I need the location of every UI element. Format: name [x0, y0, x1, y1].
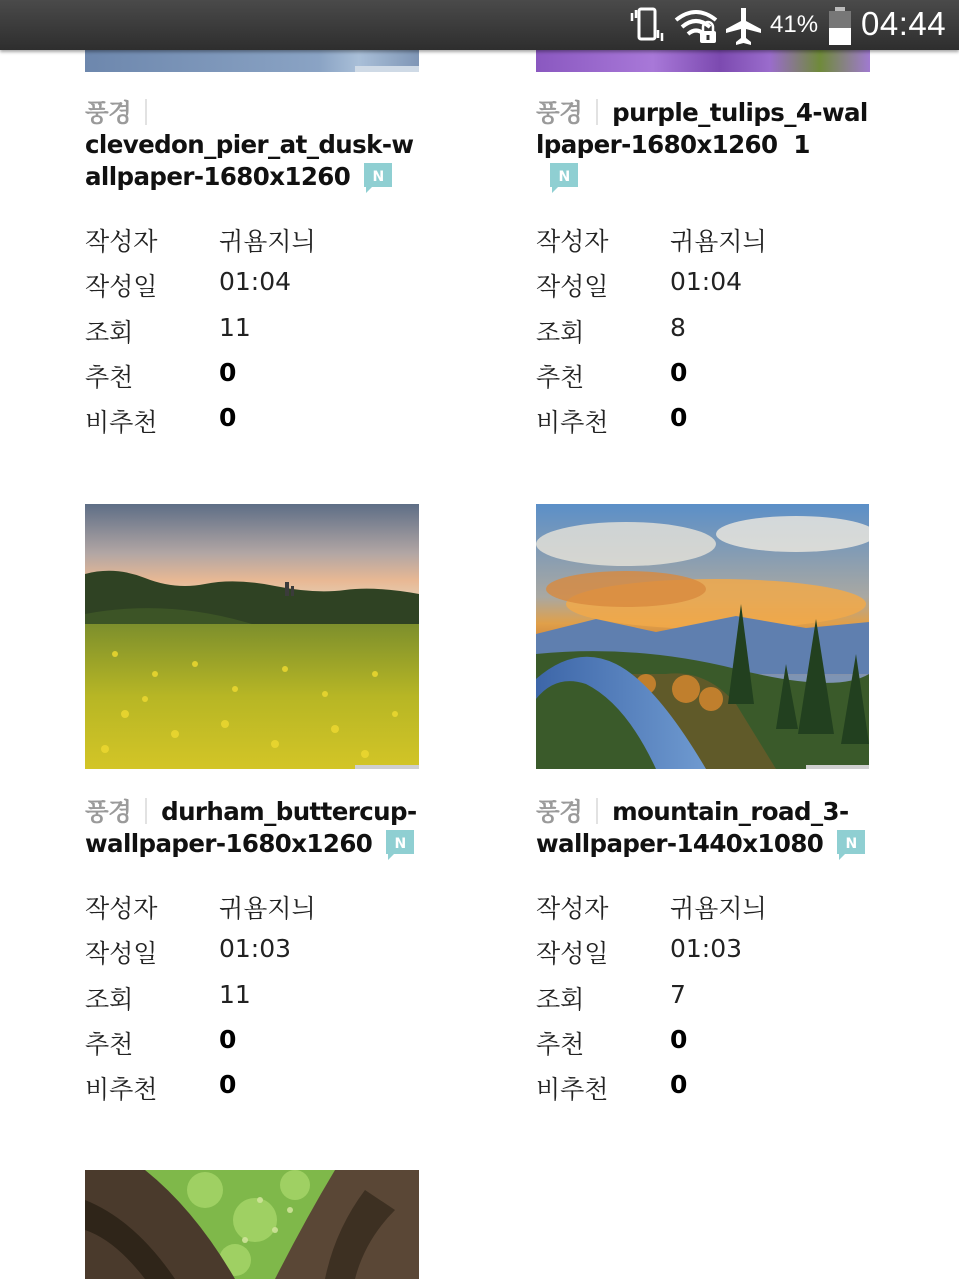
battery-icon [828, 6, 852, 50]
post-title-block[interactable] [536, 796, 870, 868]
meta-row-author: 작성자 귀욤지늬 [536, 889, 870, 934]
author-name[interactable]: 귀욤지늬 [219, 894, 316, 923]
wifi-lock-icon [674, 8, 720, 48]
meta-row-views: 조회 7 [536, 979, 686, 1014]
meta-row-upvotes: 추천 0 [536, 357, 688, 392]
post-card[interactable] [536, 504, 870, 1124]
svg-text:N: N [372, 169, 384, 185]
meta-row-upvotes: 추천 0 [85, 357, 237, 392]
post-title[interactable]: purple_tulips_4-wallpaper-1680x1260 [536, 98, 868, 159]
battery-percent: 41% [770, 11, 819, 38]
meta-row-downvotes: 비추천 0 [85, 1070, 237, 1105]
divider [596, 99, 598, 125]
svg-text:N: N [558, 169, 570, 185]
post-title-block[interactable] [85, 796, 419, 868]
meta-row-downvotes: 비추천 0 [85, 403, 237, 438]
post-card[interactable] [85, 1170, 419, 1279]
post-card[interactable] [85, 0, 419, 460]
post-category: 풍경 [85, 98, 132, 127]
post-title[interactable]: mountain_road_3-wallpaper-1440x1080 [536, 797, 849, 858]
post-thumbnail[interactable] [536, 50, 870, 72]
meta-row-upvotes: 추천 0 [85, 1024, 237, 1059]
meta-row-views: 조회 11 [85, 312, 251, 347]
divider [145, 99, 147, 125]
meta-row-upvotes: 추천 0 [536, 1024, 688, 1059]
post-category: 풍경 [536, 797, 583, 826]
meta-row-date: 작성일 01:04 [536, 267, 743, 302]
vibrate-icon [628, 6, 666, 48]
new-badge-icon [837, 830, 865, 868]
post-meta [536, 889, 870, 1115]
post-title[interactable]: durham_buttercup-wallpaper-1680x1260 [85, 797, 417, 858]
divider [145, 798, 147, 824]
post-thumbnail[interactable] [85, 50, 419, 72]
post-meta [85, 222, 419, 448]
svg-text:N: N [394, 836, 406, 852]
post-thumbnail[interactable] [536, 504, 870, 769]
author-name[interactable]: 귀욤지늬 [219, 227, 316, 256]
new-badge-icon [386, 830, 414, 868]
author-name[interactable]: 귀욤지늬 [670, 227, 767, 256]
post-title[interactable]: clevedon_pier_at_dusk-wallpaper-1680x1260 [85, 130, 414, 191]
new-badge-icon [364, 163, 392, 201]
post-category: 풍경 [536, 98, 583, 127]
post-title-block[interactable] [536, 97, 870, 201]
meta-row-views: 조회 8 [536, 312, 686, 347]
meta-row-author: 작성자 귀욤지늬 [536, 222, 870, 267]
meta-row-author: 작성자 귀욤지늬 [85, 222, 419, 267]
post-title-block[interactable] [85, 97, 419, 201]
meta-row-date: 작성일 01:03 [85, 934, 292, 969]
new-badge-icon [550, 163, 578, 201]
post-card[interactable] [536, 0, 870, 460]
comment-count[interactable]: 1 [793, 130, 810, 159]
airplane-icon [724, 6, 764, 50]
meta-row-date: 작성일 01:04 [85, 267, 292, 302]
clock: 04:44 [861, 5, 947, 42]
meta-row-views: 조회 11 [85, 979, 251, 1014]
post-thumbnail[interactable] [85, 1170, 419, 1279]
post-category: 풍경 [85, 797, 132, 826]
post-thumbnail[interactable] [85, 504, 419, 769]
meta-row-downvotes: 비추천 0 [536, 1070, 688, 1105]
meta-row-date: 작성일 01:03 [536, 934, 743, 969]
post-card[interactable] [85, 504, 419, 1124]
meta-row-downvotes: 비추천 0 [536, 403, 688, 438]
post-meta [536, 222, 870, 448]
meta-row-author: 작성자 귀욤지늬 [85, 889, 419, 934]
svg-text:N: N [845, 836, 857, 852]
post-meta [85, 889, 419, 1115]
status-bar [0, 0, 959, 50]
divider [596, 798, 598, 824]
author-name[interactable]: 귀욤지늬 [670, 894, 767, 923]
